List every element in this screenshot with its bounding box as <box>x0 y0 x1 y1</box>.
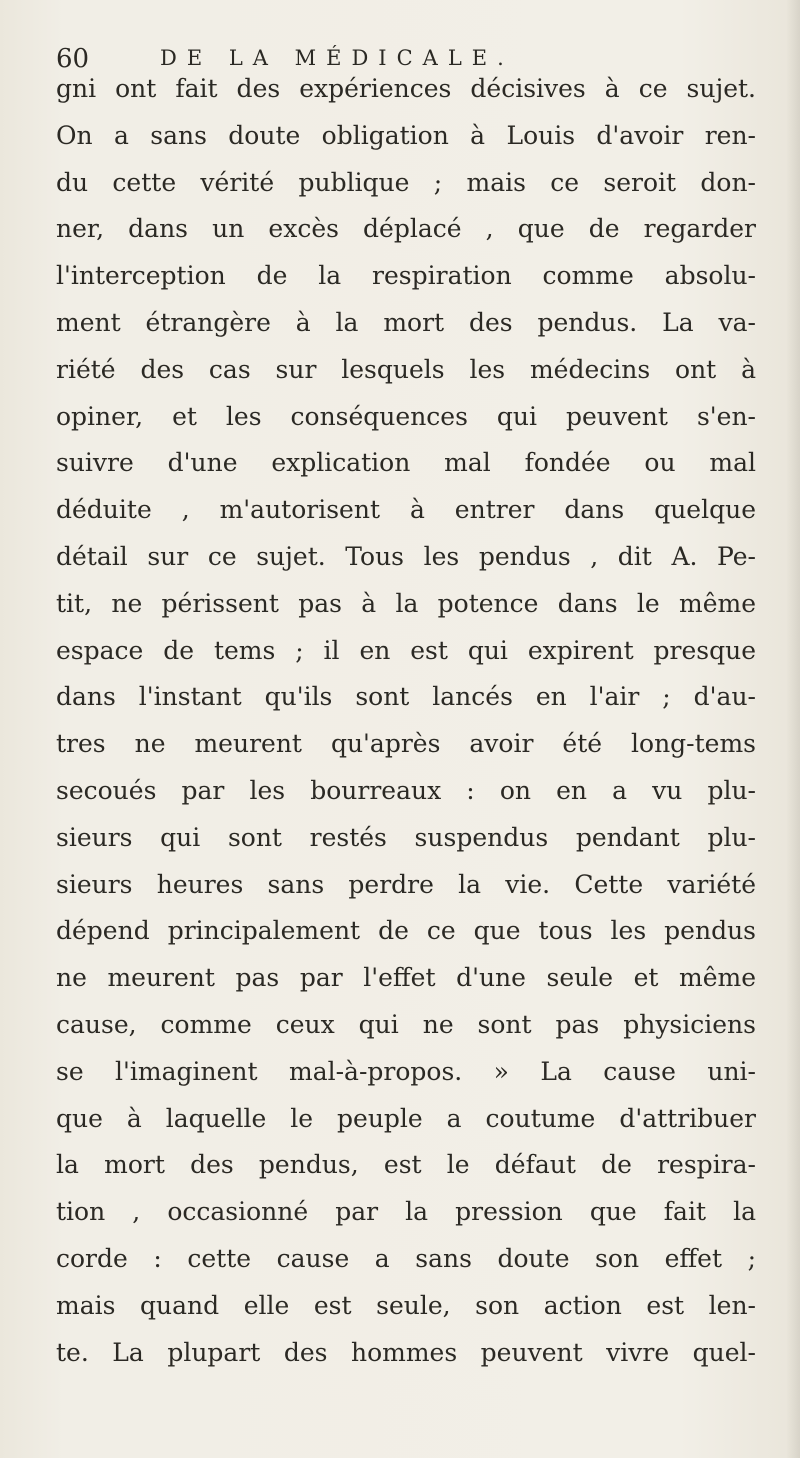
text-line: ne meurent pas par l'effet d'une seule et même <box>56 963 756 993</box>
body-text <box>56 66 756 1376</box>
text-line: opiner, et les conséquences qui peuvent s'en- <box>56 401 756 431</box>
text-line: sieurs qui sont restés suspendus pendant plu- <box>56 822 756 852</box>
text-line: dans l'instant qu'ils sont lancés en l'air ; d'au- <box>56 682 756 712</box>
running-head: DE LA MÉDICALE. <box>160 46 514 70</box>
text-line: ment étrangère à la mort des pendus. La va- <box>56 307 756 337</box>
text-line: gni ont fait des expériences décisives à ce sujet. <box>56 74 756 103</box>
text-line: déduite , m'autorisent à entrer dans quelque <box>56 495 756 525</box>
text-line: tion , occasionné par la pression que fait la <box>56 1197 756 1227</box>
text-line: tit, ne périssent pas à la potence dans le même <box>56 588 756 618</box>
text-line: l'interception de la respiration comme absolu- <box>56 261 756 291</box>
text-line: tres ne meurent qu'après avoir été long-tems <box>56 729 756 759</box>
page-number: 60 <box>56 44 90 74</box>
text-line: On a sans doute obligation à Louis d'avoir ren- <box>56 120 756 150</box>
text-line: suivre d'une explication mal fondée ou mal <box>56 448 756 478</box>
text-line: détail sur ce sujet. Tous les pendus , dit A. Pe- <box>56 541 756 571</box>
text-line: ner, dans un excès déplacé , que de regarder <box>56 214 756 244</box>
text-line: espace de tems ; il en est qui expirent presque <box>56 635 756 665</box>
text-line: sieurs heures sans perdre la vie. Cette variété <box>56 869 756 899</box>
text-line: que à laquelle le peuple a coutume d'attribuer <box>56 1103 756 1133</box>
text-line: secoués par les bourreaux : on en a vu plu- <box>56 775 756 805</box>
text-line: dépend principalement de ce que tous les pendus <box>56 916 756 946</box>
text-line: te. La plupart des hommes peuvent vivre quel- <box>56 1337 756 1367</box>
page-edge-shadow <box>786 0 800 1458</box>
text-line: mais quand elle est seule, son action est len- <box>56 1290 756 1320</box>
text-line: se l'imaginent mal-à-propos. » La cause uni- <box>56 1056 756 1086</box>
text-line: du cette vérité publique ; mais ce seroit don- <box>56 167 756 197</box>
text-line: cause, comme ceux qui ne sont pas physiciens <box>56 1009 756 1039</box>
text-line: corde : cette cause a sans doute son effet ; <box>56 1243 756 1273</box>
text-line: riété des cas sur lesquels les médecins ont à <box>56 354 756 384</box>
text-line: la mort des pendus, est le défaut de respira- <box>56 1150 756 1180</box>
